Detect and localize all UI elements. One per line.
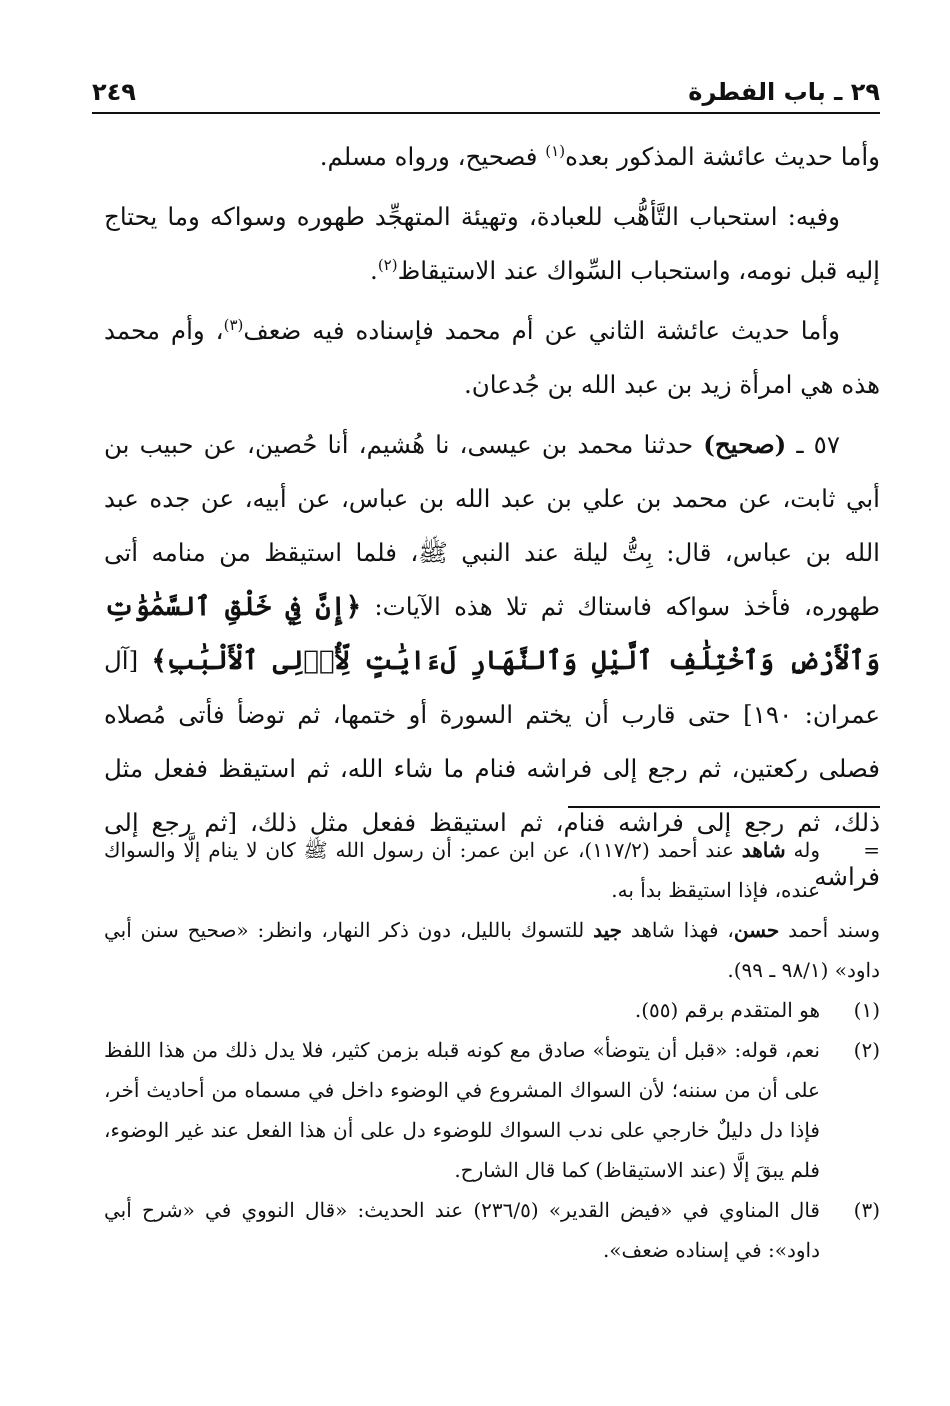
hadith-number: ٥٧ ـ xyxy=(786,430,840,459)
paragraph-text: وأما حديث عائشة المذكور بعده xyxy=(565,142,880,171)
footnote-continuation xyxy=(104,830,880,910)
footnote-ref-1: (١) xyxy=(545,141,566,160)
footnote-text: نعم، قوله: «قبل أن يتوضأ» صادق مع كونه قبله بزمن كثير، فلا يدل ذلك من هذا اللفظ على أن من سننه؛ لأن السواك المشروع في الوضوء داخل في مسماه من أحاديث أخر، فإذا دل دليلٌ خارجي على ندب السواك للوضوء دل على أن هذا الفعل عند غير الوضوء، فلم يبقَ إلَّا (عند الاستيقاظ) كما قال الشارح. xyxy=(104,1038,820,1182)
quran-verse: ﴿إِنَّ فِي خَلْقِ ٱلسَّمَٰوَٰتِ وَٱلْأَرْضِ وَٱخْتِلَٰفِ ٱلَّيْلِ وَٱلنَّهَارِ لَءَايَٰتٍ لِّأُو۟لِى ٱلْأَلْبَٰبِ﴾ xyxy=(104,592,880,676)
footnote-text-part: ، فهذا شاهد xyxy=(622,918,734,942)
footnotes xyxy=(104,830,880,1270)
continuation-marker: = xyxy=(863,838,880,862)
footnote-text xyxy=(104,910,880,990)
footnote-number: (٣) xyxy=(853,1198,880,1222)
page-number: ٢٤٩ xyxy=(92,78,136,106)
footnote-bold-term: جيد xyxy=(593,918,622,942)
footnote-bold-term: حسن xyxy=(733,918,780,942)
hadith-text-continued: [آل عمران: ١٩٠] حتى قارب أن يختم السورة أو ختمها، ثم توضأ فأتى مُصلاه فصلى ركعتين، ثم رجع إلى فراشه فنام ما شاء الله، ثم استيقظ ففعل مثل ذلك، ثم رجع إلى فراشه فنام، ثم استيقظ ففعل مثل ذلك، [ثم رجع إلى فراشه xyxy=(104,646,880,891)
paragraph-text: ، وأم محمد هذه هي امرأة زيد بن عبد الله بن جُدعان. xyxy=(104,316,880,399)
paragraph-text: وفيه: استحباب التَّأهُّب للعبادة، وتهيئة المتهجِّد طهوره وسواكه وما يحتاج إليه قبل نومه، واستحباب السِّواك عند الاستيقاظ xyxy=(104,202,880,285)
footnote-text xyxy=(104,830,820,910)
footnote-text-part: للتسوك بالليل، دون ذكر النهار، وانظر: «صحيح سنن أبي داود» (٩٨/١ ـ ٩٩). xyxy=(104,918,880,982)
footnote-2 xyxy=(104,1030,880,1190)
footnote-number: (١) xyxy=(853,998,880,1022)
main-text xyxy=(104,130,880,910)
footnote-1 xyxy=(104,990,880,1030)
hadith-grade: (صحيح) xyxy=(703,430,787,459)
paragraph-3 xyxy=(104,304,880,412)
footnote-text-part: عند أحمد (١١٧/٢)، عن ابن عمر: أن رسول الله ﷺ كان لا ينام إلَّا والسواك عنده، فإذا استيقظ بدأ به. xyxy=(104,838,820,902)
page-header xyxy=(92,62,880,114)
footnote-separator xyxy=(568,806,880,808)
footnote-3 xyxy=(104,1190,880,1270)
paragraph-2 xyxy=(104,190,880,298)
footnote-text-part: وسند أحمد xyxy=(779,918,881,942)
footnote-text-part: وله xyxy=(785,838,820,862)
footnote-text: هو المتقدم برقم (٥٥). xyxy=(634,998,820,1022)
paragraph-text: . xyxy=(370,256,378,285)
footnote-text: قال المناوي في «فيض القدير» (٢٣٦/٥) عند الحديث: «قال النووي في «شرح أبي داود»: في إسناده ضعف». xyxy=(104,1198,820,1262)
footnote-ref-2: (٢) xyxy=(377,255,398,274)
paragraph-1 xyxy=(104,130,880,184)
chapter-title: ٢٩ ـ باب الفطرة xyxy=(688,78,880,106)
footnote-bold-term: شاهد xyxy=(741,838,786,862)
paragraph-text: فصحيح، ورواه مسلم. xyxy=(319,142,546,171)
footnote-continuation-2 xyxy=(104,910,880,990)
footnote-number: (٢) xyxy=(853,1038,880,1062)
footnote-ref-3: (٣) xyxy=(223,315,244,334)
paragraph-text: وأما حديث عائشة الثاني عن أم محمد فإسناده فيه ضعف xyxy=(243,316,840,345)
hadith-text: حدثنا محمد بن عيسى، نا هُشيم، أنا حُصين، عن حبيب بن أبي ثابت، عن محمد بن علي بن عبد الله بن عباس، عن أبيه، عن جده عبد الله بن عباس، قال: بِتُّ ليلة عند النبي ﷺ، فلما استيقظ من منامه أتى طهوره، فأخذ سواكه فاستاك ثم تلا هذه الآيات: xyxy=(104,430,880,621)
